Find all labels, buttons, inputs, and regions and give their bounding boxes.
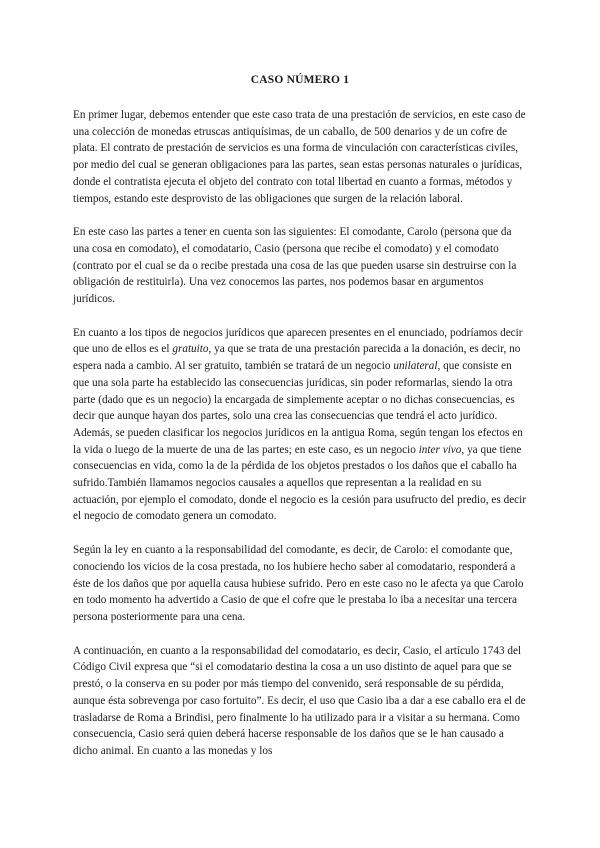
paragraph-text: Según la ley en cuanto a la responsabilidad del comodante, es decir, de Carolo: el comodante que, conociendo los vicios de la cosa prestada, no los hubiere hecho saber al comodatario, responderá a éste de los daños que por aquella causa hubiese sufrido. Pero en este caso no le afecta ya que Carolo en todo momento ha advertido a Casio de que el cofre que le prestaba lo iba a necesitar una tercera persona posteriormente para una cena. xyxy=(73,544,524,623)
italic-term: inter vivo xyxy=(418,443,462,456)
paragraph xyxy=(73,107,527,207)
paragraph-text: En este caso las partes a tener en cuenta son las siguientes: El comodante, Carolo (persona que da una cosa en comodato), el comodatario, Casio (persona que recibe el comodato) y el comodato (contrato por el cual se da o recibe prestada una cosa de las que pueden usarse sin destruirse con la obligación de restituirla). Una vez conocemos las partes, nos podemos basar en argumentos jurídicos. xyxy=(73,226,517,306)
italic-term: gratuito xyxy=(172,343,209,356)
paragraph-text: , ya que se trata de una prestación parecida a la donación, es decir, no espera nada a cambio. Al ser gratuito, también se tratará de un negocio xyxy=(73,343,521,373)
paragraph xyxy=(73,643,527,760)
paragraph xyxy=(73,224,527,308)
paragraph-text: En primer lugar, debemos entender que este caso trata de una prestación de servicios, en este caso de una colección de monedas etruscas antiquísimas, de un caballo, de 500 denarios y de un cofre de plata. El contrato de prestación de servicios es una forma de vinculación con características civiles, por medio del cual se generan obligaciones para las partes, sean estas personas naturales o jurídicas, donde el contratista ejecuta el objeto del contrato con total libertad en cuanto a formas, métodos y tiempos, estando este desprovisto de las obligaciones que surgen de la relación laboral. xyxy=(73,109,526,205)
document-body xyxy=(73,107,527,777)
paragraph xyxy=(73,542,527,626)
paragraph-text: En cuanto a los tipos de negocios jurídicos que aparecen presentes en el enunciado, podríamos decir que uno de ellos es el xyxy=(73,326,523,356)
italic-term: unilateral xyxy=(393,360,438,373)
paragraph-text: , que consiste en que una sola parte ha establecido las consecuencias jurídicas, sin poder reformarlas, siendo la otra parte (dado que es un negocio) la encargada de simplemente aceptar o no dichas consecuencias, es decir que aunque hayan dos partes, solo una crea las consecuencias que tendrá el acto jurídico. Además, se pueden clasificar los negocios jurídicos en la antigua Roma, según tengan los efectos en la vida o luego de la muerte de una de las partes; en este caso, es un negocio xyxy=(73,360,523,456)
document-title: CASO NÚMERO 1 xyxy=(250,74,350,86)
paragraph-text: , ya que tiene consecuencias en vida, como la de la pérdida de los objetos prestados o los daños que el caballo ha sufrido.También llamamos negocios causales a aquellos que representan a la realidad en su actuación, por ejemplo el comodato, donde el negocio es la cesión para usufructo del predio, es decir el negocio de comodato genera un comodato. xyxy=(73,443,526,523)
paragraph xyxy=(73,325,527,525)
paragraph-text: A continuación, en cuanto a la responsabilidad del comodatario, es decir, Casio, el artículo 1743 del Código Civil expresa que “si el comodatario destina la cosa a un uso distinto de aquel para que se prestó, o la conserva en su poder por más tiempo del convenido, será responsable de su pérdida, aunque ésta sobrevenga por caso fortuito”. Es decir, el uso que Casio iba a dar a ese caballo era el de trasladarse de Roma a Brindisi, pero finalmente lo ha utilizado para ir a visitar a su hermana. Como consecuencia, Casio será quien deberá hacerse responsable de los daños que se le han causado a dicho animal. En cuanto a las monedas y los xyxy=(73,644,526,757)
